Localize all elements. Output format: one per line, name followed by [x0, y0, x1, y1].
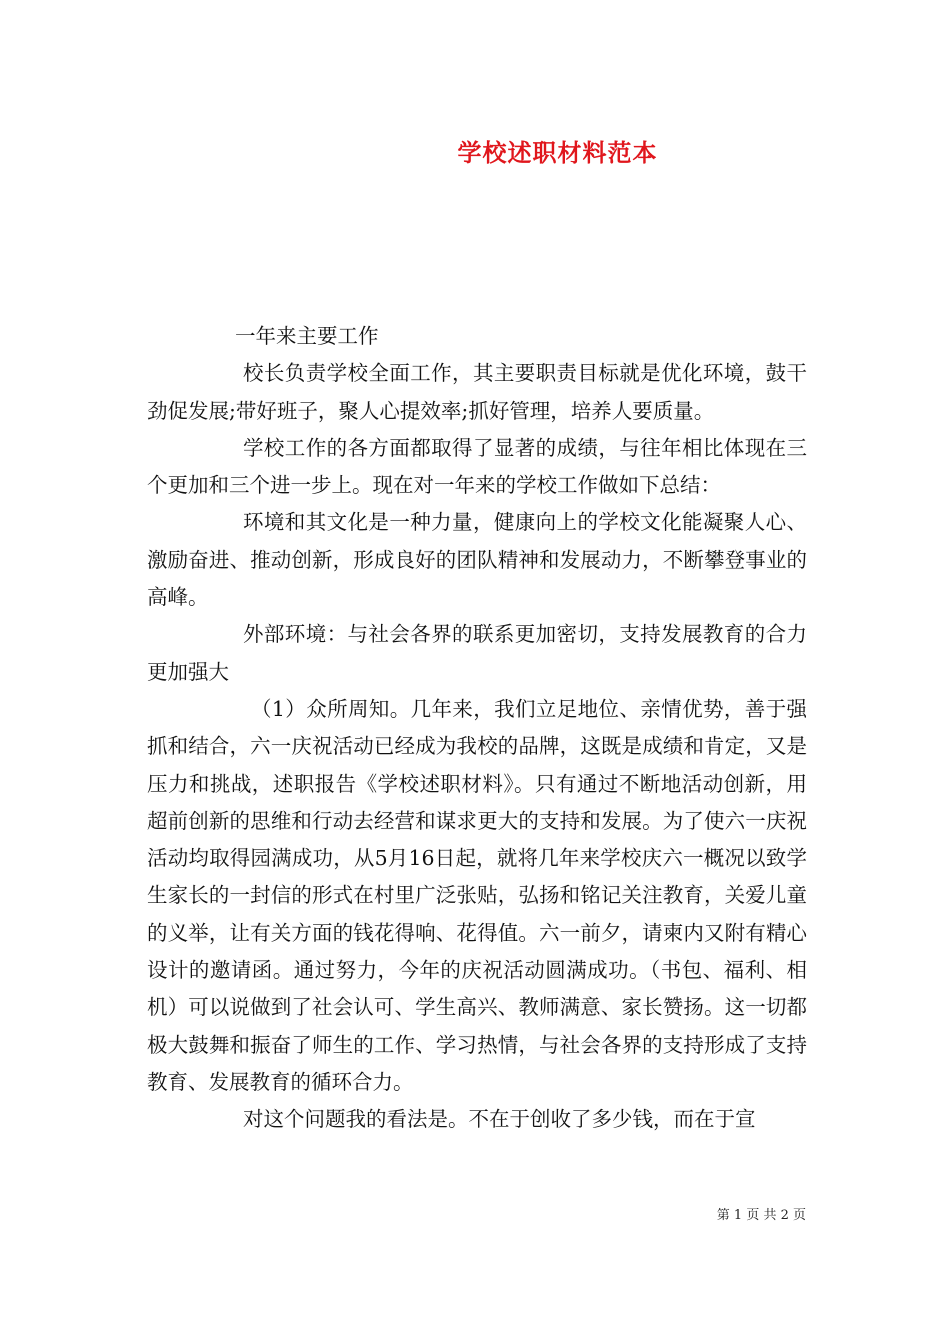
page-footer: 第 1 页 共 2 页: [716, 1208, 806, 1223]
paragraph: 环境和其文化是一种力量，健康向上的学校文化能凝聚人心、激励奋进、推动创新，形成良好的团队精神和发展动力，不断攀登事业的高峰。: [147, 510, 807, 610]
document-title: 学校述职材料范本: [457, 138, 658, 167]
paragraph: （1）众所周知。几年来，我们立足地位、亲情优势，善于强抓和结合，六一庆祝活动已经成为我校的品牌，这既是成绩和肯定，又是压力和挑战，述职报告《学校述职材料》。只有通过不断地活动创新，用超前创新的思维和行动去经营和谋求更大的支持和发展。为了使六一庆祝活动均取得园满成功，从5月16日起，就将几年来学校庆六一概况以致学生家长的一封信的形式在村里广泛张贴，弘扬和铭记关注教育，关爱儿童的义举，让有关方面的钱花得响、花得值。六一前夕，请柬内又附有精心设计的邀请函。通过努力，今年的庆祝活动圆满成功。（书包、福利、相机）可以说做到了社会认可、学生高兴、教师满意、家长赞扬。这一切都极大鼓舞和振奋了师生的工作、学习热情，与社会各界的支持形成了支持教育、发展教育的循环合力。: [147, 696, 807, 1094]
paragraph: 外部环境：与社会各界的联系更加密切，支持发展教育的合力更加强大: [147, 622, 807, 684]
document-body: [147, 318, 807, 1139]
paragraph: 对这个问题我的看法是。不在于创收了多少钱，而在于宣: [243, 1107, 756, 1132]
paragraph: 学校工作的各方面都取得了显著的成绩，与往年相比体现在三个更加和三个进一步上。现在对一年来的学校工作做如下总结：: [147, 435, 807, 498]
section-heading: 一年来主要工作: [235, 324, 379, 348]
paragraph: 校长负责学校全面工作，其主要职责目标就是优化环境，鼓干劲促发展;带好班子，聚人心提效率;抓好管理，培养人要质量。: [147, 361, 807, 423]
